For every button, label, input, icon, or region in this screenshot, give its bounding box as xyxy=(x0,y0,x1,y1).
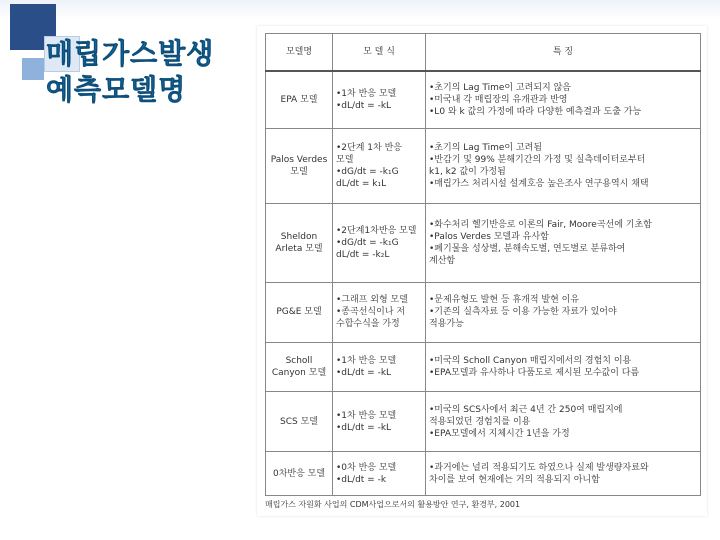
formula-text: 수합수식을 가정 xyxy=(336,319,400,330)
features-cell xyxy=(426,452,701,496)
formula-text: •0차 반응 모델 xyxy=(336,462,397,473)
formula-text: •종곡선식이나 저 xyxy=(336,307,406,318)
features-cell xyxy=(426,392,701,452)
formula-text: dL/dt = -k₂L xyxy=(336,249,390,260)
feature-text: •EPA모델에서 지체시간 1년을 가정 xyxy=(429,428,570,439)
formula-cell xyxy=(333,392,426,452)
formula-text: •1차 반응 모델 xyxy=(336,410,397,421)
source-note: 매립가스 자원화 사업의 CDM사업으로서의 활용방안 연구, 환경부, 2001 xyxy=(265,500,521,509)
features-cell xyxy=(426,342,701,392)
features-cell xyxy=(426,282,701,342)
table-row xyxy=(266,204,701,283)
feature-text: •미국의 SCS사에서 최근 4년 간 250여 매립지에 xyxy=(429,404,623,415)
formula-text: •1차 반응 모델 xyxy=(336,356,397,367)
feature-text: •화수처리 헬기반응로 이론의 Fair, Moore곡선에 기초함 xyxy=(429,219,652,230)
formula-text: •dL/dt = -kL xyxy=(336,368,392,379)
formula-text: •2단계 1차 반응 xyxy=(336,143,402,154)
model-name-cell xyxy=(266,452,333,496)
feature-text: 차이를 보여 현재에는 거의 적용되지 아니함 xyxy=(429,474,600,485)
model-name-cell xyxy=(266,282,333,342)
header-formula: 모 델 식 xyxy=(333,34,426,72)
formula-text: dL/dt = k₁L xyxy=(336,179,387,190)
model-name-text: Arleta 모델 xyxy=(275,243,323,254)
model-name-text: Canyon 모델 xyxy=(271,368,327,379)
model-name-text: 0차반응 모델 xyxy=(272,468,326,479)
model-name-cell xyxy=(266,129,333,204)
table-row xyxy=(266,71,701,129)
feature-text: •문제유형도 발현 등 휴개적 발현 이유 xyxy=(429,295,580,306)
feature-text: •Palos Verdes 모델과 유사함 xyxy=(429,231,549,242)
feature-text: •미국내 각 매립장의 유개관과 반영 xyxy=(429,95,568,106)
model-name-text: SCS 모델 xyxy=(280,416,318,427)
feature-text: •매립가스 처리시설 설계호응 높은조사 연구용역시 채택 xyxy=(429,179,649,190)
feature-text: •폐기물을 성상별, 분해속도별, 연도별로 분류하여 xyxy=(429,243,626,254)
model-name-cell xyxy=(266,204,333,283)
feature-text: •L0 와 k 값의 가정에 따라 다양한 예측결과 도출 가능 xyxy=(429,107,642,118)
formula-text: •dL/dt = -kL xyxy=(336,422,392,433)
features-cell xyxy=(426,204,701,283)
formula-text: •2단계1차반응 모델 xyxy=(336,225,417,236)
formula-text: •dG/dt = -k₁G xyxy=(336,237,399,248)
slide-title: 매립가스발생 예측모델명 xyxy=(46,37,215,106)
feature-text: k1, k2 값이 가정됨 xyxy=(429,167,506,178)
header-band xyxy=(0,0,720,20)
model-name-text: Palos Verdes xyxy=(270,155,328,166)
header-features: 특 징 xyxy=(426,34,701,72)
feature-text: •초기의 Lag Time이 고려됨 xyxy=(429,143,543,154)
feature-text: •기존의 실측자료 등 이용 가능한 자료가 있어야 xyxy=(429,307,617,318)
formula-text: •dL/dt = -k xyxy=(336,474,387,485)
feature-text: 적용가능 xyxy=(429,319,464,330)
formula-text: 모델 xyxy=(336,155,354,166)
formula-cell xyxy=(333,129,426,204)
formula-text: •dL/dt = -kL xyxy=(336,101,392,112)
model-name-text: Sheldon xyxy=(280,231,318,242)
formula-text: •dG/dt = -k₁G xyxy=(336,167,399,178)
formula-text: •1차 반응 모델 xyxy=(336,89,397,100)
formula-cell xyxy=(333,452,426,496)
features-cell xyxy=(426,71,701,129)
model-name-cell xyxy=(266,342,333,392)
table-row xyxy=(266,452,701,496)
model-name-cell xyxy=(266,392,333,452)
model-comparison-table xyxy=(265,33,701,496)
feature-text: •과거에는 널리 적용되기도 하였으나 실제 발생량자료와 xyxy=(429,462,649,473)
model-name-text: Scholl xyxy=(285,356,313,367)
formula-cell xyxy=(333,342,426,392)
model-name-text: EPA 모델 xyxy=(280,95,318,106)
feature-text: •미국의 Scholl Canyon 매립지에서의 경험치 이용 xyxy=(429,356,632,367)
model-name-text: PG&E 모델 xyxy=(276,307,322,318)
feature-text: •반감기 및 99% 분해기간의 가정 및 실측데이터로부터 xyxy=(429,155,646,166)
decor-square-mid xyxy=(22,58,44,80)
formula-cell xyxy=(333,204,426,283)
features-cell xyxy=(426,129,701,204)
table-row xyxy=(266,342,701,392)
model-name-text: 모델 xyxy=(290,167,308,178)
formula-cell xyxy=(333,71,426,129)
model-name-cell xyxy=(266,71,333,129)
formula-text: •그래프 외형 모델 xyxy=(336,295,408,306)
table-row xyxy=(266,392,701,452)
formula-cell xyxy=(333,282,426,342)
feature-text: 적용되었던 경험치를 이용 xyxy=(429,416,531,427)
feature-text: •초기의 Lag Time이 고려되지 않음 xyxy=(429,83,571,94)
table-row xyxy=(266,129,701,204)
table-header-row xyxy=(266,34,701,72)
feature-text: •EPA모델과 유사하나 다품도로 제시된 모수값이 다름 xyxy=(429,368,640,379)
feature-text: 계산함 xyxy=(429,255,456,266)
header-model-name: 모델명 xyxy=(266,34,333,72)
table-row xyxy=(266,282,701,342)
